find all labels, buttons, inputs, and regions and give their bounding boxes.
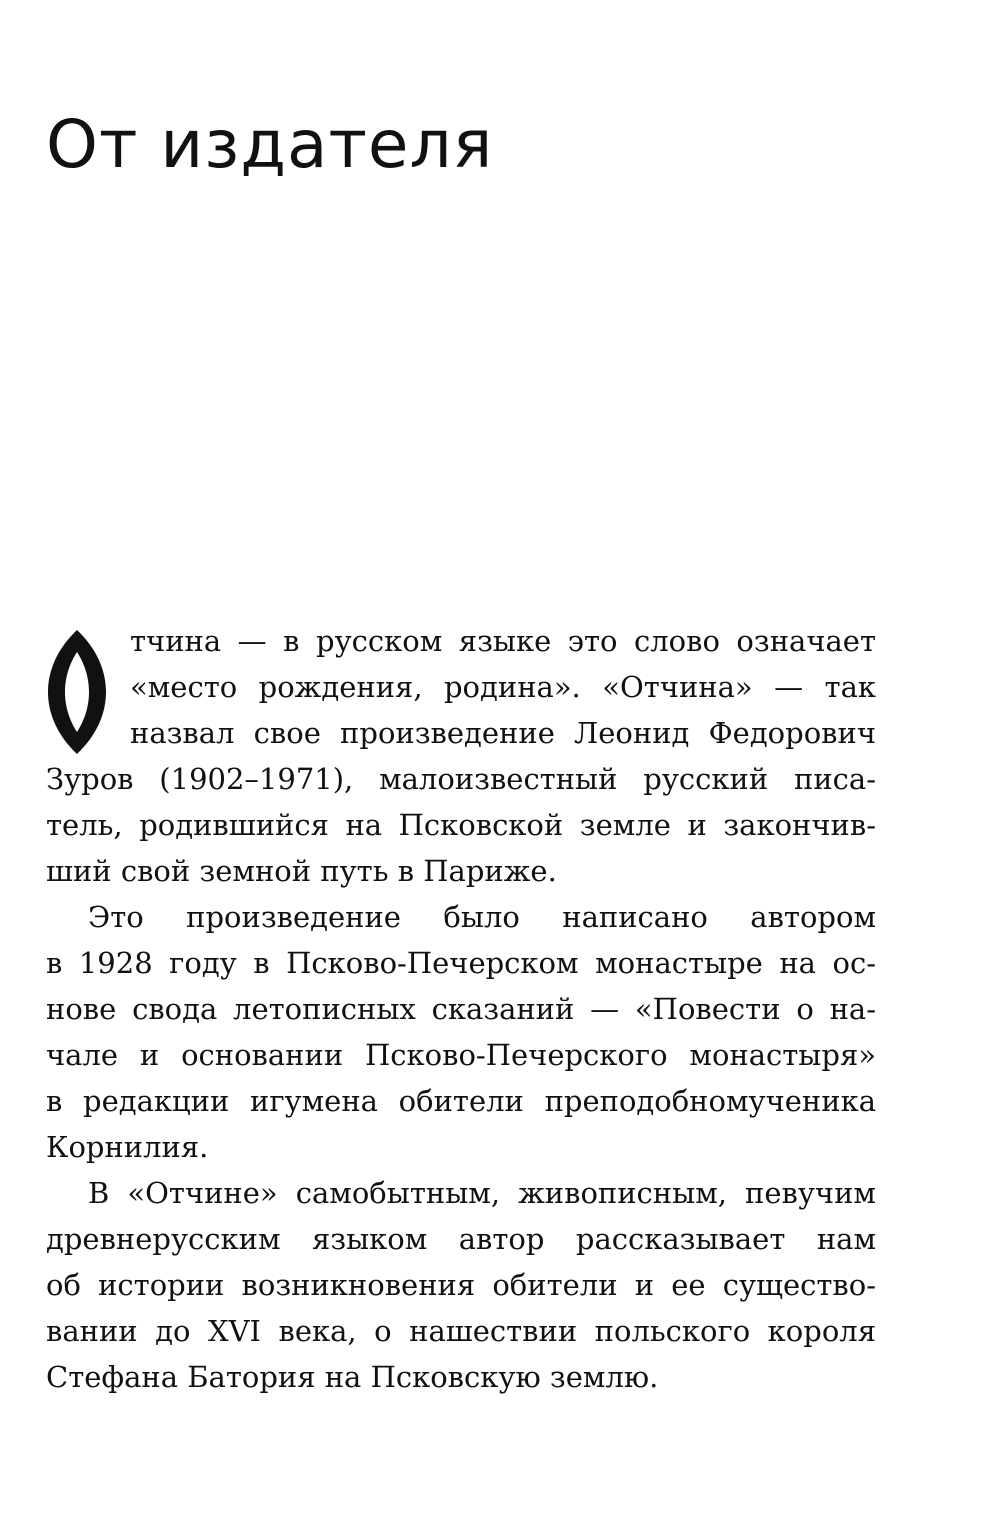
text-line: чале и основании Псково-Печерского монастыря» bbox=[46, 1038, 876, 1072]
text-line: Зуров (1902–1971), малоизвестный русский писа- bbox=[46, 762, 876, 796]
text-line: нове свода летописных сказаний — «Повести о на- bbox=[46, 992, 876, 1026]
text-line: Это произведение было написано автором bbox=[88, 900, 876, 934]
text-line: тель, родившийся на Псковской земле и закончив- bbox=[46, 808, 876, 842]
text-line: назвал свое произведение Леонид Федорович bbox=[130, 716, 876, 750]
body-text bbox=[46, 618, 876, 1400]
text-line: в редакции игумена обители преподобномученика bbox=[46, 1084, 876, 1118]
text-line: тчина — в русском языке это слово означает bbox=[130, 624, 876, 658]
text-line: Стефана Батория на Псковскую землю. bbox=[46, 1360, 659, 1394]
text-line: В «Отчине» самобытным, живописным, певучим bbox=[88, 1176, 876, 1210]
text-line: Корнилия. bbox=[46, 1130, 209, 1164]
text-line: «место рождения, родина». «Отчина» — так bbox=[130, 670, 876, 704]
page-title: От издателя bbox=[46, 106, 494, 183]
text-line: об истории возникновения обители и ее существо- bbox=[46, 1268, 876, 1302]
text-line: древнерусским языком автор рассказывает нам bbox=[46, 1222, 876, 1256]
text-line: вании до XVI века, о нашествии польского короля bbox=[46, 1314, 876, 1348]
text-line: в 1928 году в Псково-Печерском монастыре на ос- bbox=[46, 946, 876, 980]
text-line: ший свой земной путь в Париже. bbox=[46, 854, 557, 888]
